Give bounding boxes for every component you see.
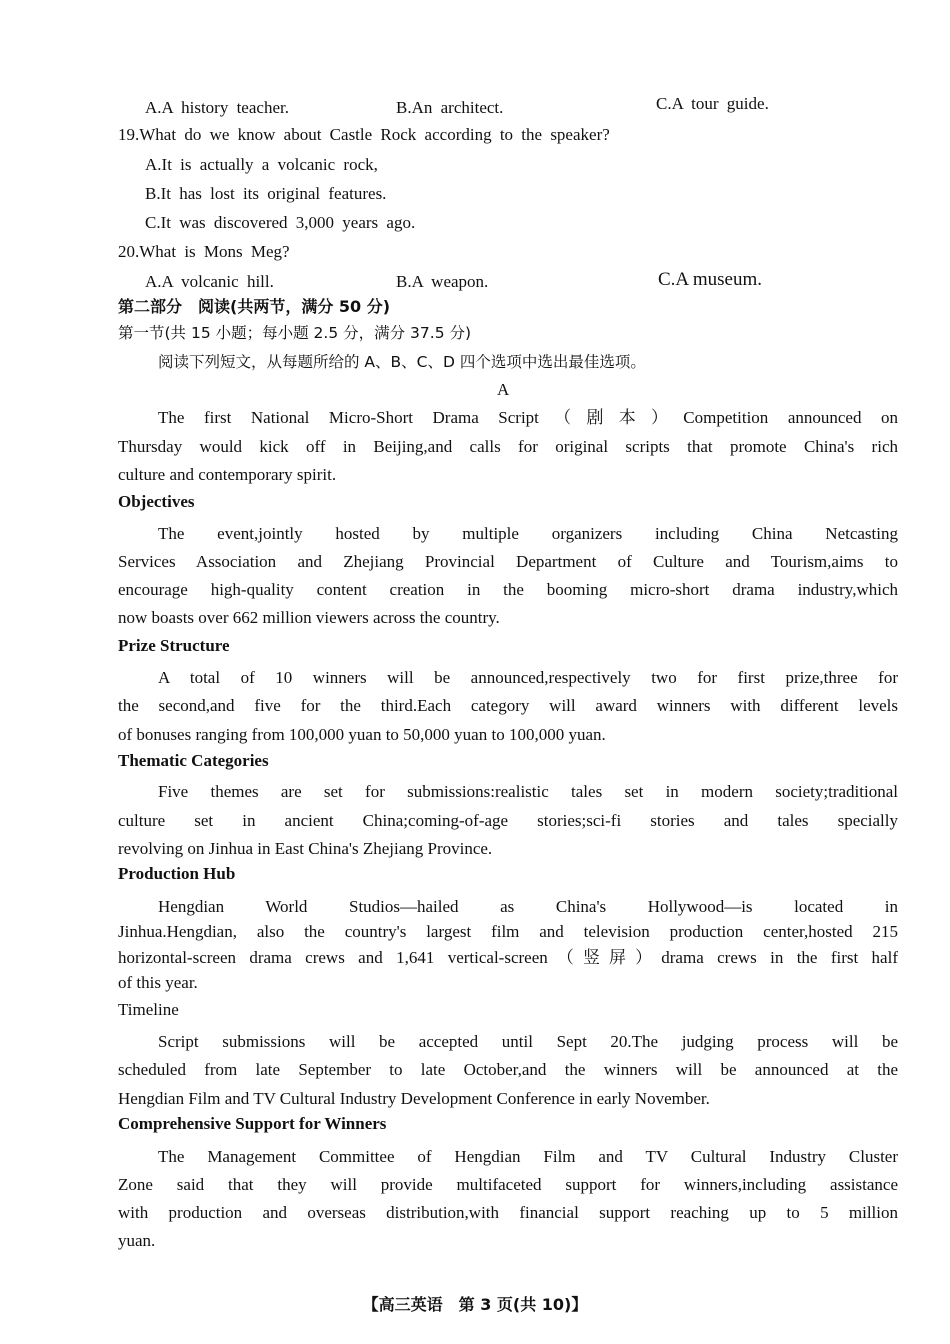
q19-question: 19.What do we know about Castle Rock according to the speaker? [118, 125, 610, 144]
timeline-line-1: Script submissions will be accepted until Sept 20.The judging process will be [158, 1032, 898, 1051]
thematic-line-2: culture set in ancient China;coming-of-age stories;sci-fi stories and tales specially [118, 811, 898, 830]
hub-heading: Production Hub [118, 864, 236, 883]
timeline-line-3: Hengdian Film and TV Cultural Industry Development Conference in early November. [118, 1089, 710, 1108]
prize-line-1: A total of 10 winners will be announced,respectively two for first prize,three for [158, 668, 898, 687]
intro-line-1: The first National Micro-Short Drama Script（剧本）Competition announced on [158, 408, 898, 427]
timeline-heading: Timeline [118, 1000, 179, 1019]
prize-line-3: of bonuses ranging from 100,000 yuan to 50,000 yuan to 100,000 yuan. [118, 725, 606, 744]
timeline-line-2: scheduled from late September to late October,and the winners will be announced at the [118, 1060, 898, 1079]
prize-heading: Prize Structure [118, 636, 230, 655]
support-line-1: The Management Committee of Hengdian Film and TV Cultural Industry Cluster [158, 1147, 898, 1166]
q19-option-a: A.It is actually a volcanic rock, [145, 155, 378, 174]
objectives-line-2: Services Association and Zhejiang Provincial Department of Culture and Tourism,aims to [118, 552, 898, 571]
q18-option-a: A.A history teacher. [145, 98, 289, 117]
objectives-heading: Objectives [118, 492, 195, 511]
q18-option-c: C.A tour guide. [656, 94, 769, 113]
q20-option-c: C.A museum. [658, 269, 762, 290]
objectives-line-4: now boasts over 662 million viewers across the country. [118, 608, 500, 627]
thematic-line-3: revolving on Jinhua in East China's Zhejiang Province. [118, 839, 493, 858]
support-line-2: Zone said that they will provide multifaceted support for winners,including assistance [118, 1175, 898, 1194]
page-footer: 【高三英语 第 3 页(共 10)】 [362, 1295, 588, 1314]
q19-option-b: B.It has lost its original features. [145, 184, 387, 203]
objectives-line-1: The event,jointly hosted by multiple organizers including China Netcasting [158, 524, 898, 543]
thematic-line-1: Five themes are set for submissions:realistic tales set in modern society;traditional [158, 782, 898, 801]
q20-option-b: B.A weapon. [396, 272, 489, 291]
section2-title: 第二部分 阅读(共两节，满分 50 分) [118, 297, 391, 316]
hub-line-4: of this year. [118, 973, 198, 992]
q20-option-a: A.A volcanic hill. [145, 272, 274, 291]
hub-line-1: Hengdian World Studios—hailed as China's Hollywood—is located in [158, 897, 898, 916]
hub-line-3: horizontal-screen drama crews and 1,641 vertical-screen（竖屏）drama crews in the first half [118, 948, 898, 967]
intro-line-3: culture and contemporary spirit. [118, 465, 337, 484]
intro-line-2: Thursday would kick off in Beijing,and calls for original scripts that promote China's rich [118, 437, 898, 456]
prize-line-2: the second,and five for the third.Each category will award winners with different levels [118, 696, 898, 715]
q18-option-b: B.An architect. [396, 98, 504, 117]
support-heading: Comprehensive Support for Winners [118, 1114, 387, 1133]
q20-question: 20.What is Mons Meg? [118, 242, 290, 261]
q19-option-c: C.It was discovered 3,000 years ago. [145, 213, 416, 232]
section2-subtitle: 第一节(共 15 小题；每小题 2.5 分，满分 37.5 分) [118, 324, 472, 342]
passage-label: A [497, 380, 510, 399]
hub-line-2: Jinhua.Hengdian, also the country's largest film and television production center,hosted 215 [118, 922, 898, 941]
section2-instruction: 阅读下列短文，从每题所给的 A、B、C、D 四个选项中选出最佳选项。 [158, 353, 646, 371]
support-line-3: with production and overseas distribution,with financial support reaching up to 5 million [118, 1203, 898, 1222]
thematic-heading: Thematic Categories [118, 751, 269, 770]
support-line-4: yuan. [118, 1231, 156, 1250]
objectives-line-3: encourage high-quality content creation in the booming micro-short drama industry,which [118, 580, 898, 599]
